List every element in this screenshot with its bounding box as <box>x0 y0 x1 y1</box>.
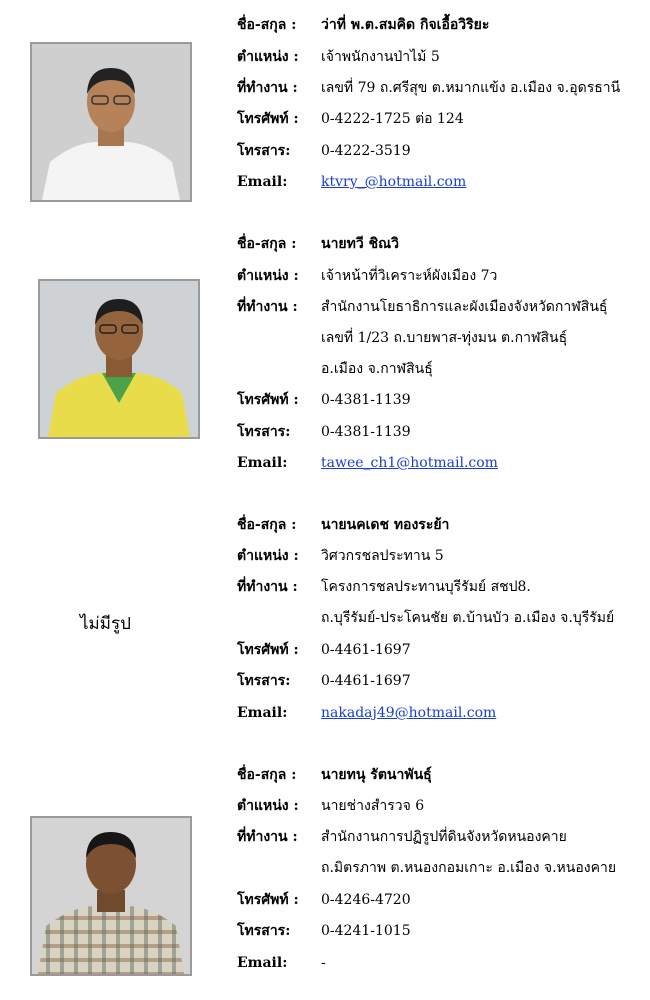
position-label: ตำแหน่ง : <box>237 268 299 284</box>
person-name: นายนคเดช ทองระย้า <box>321 517 450 533</box>
email-link[interactable]: nakadaj49@hotmail.com <box>321 705 497 721</box>
person-position: นายช่างสำรวจ 6 <box>321 798 425 814</box>
fax-label: โทรสาร: <box>237 143 291 159</box>
name-label: ชื่อ-สกุล : <box>237 517 297 533</box>
office-line: เลขที่ 1/23 ถ.บายพาส-ทุ่งมน ต.กาฬสินธุ์ <box>321 330 568 346</box>
email-label: Email: <box>237 955 288 971</box>
person-photo <box>30 42 192 202</box>
office-line: อ.เมือง จ.กาฬสินธุ์ <box>321 361 433 377</box>
office-line: สำนักงานการปฏิรูปที่ดินจังหวัดหนองคาย <box>321 829 567 845</box>
person-photo <box>38 279 200 439</box>
person-silhouette-icon <box>40 281 198 437</box>
email-label: Email: <box>237 705 288 721</box>
fax-label: โทรสาร: <box>237 424 291 440</box>
phone-label: โทรศัพท์ : <box>237 892 299 908</box>
office-line: สำนักงานโยธาธิการและผังเมืองจังหวัดกาฬสินธุ์ <box>321 299 608 315</box>
person-name: ว่าที่ พ.ต.สมคิด กิจเอื้อวิริยะ <box>321 17 490 33</box>
fax-value: 0-4381-1139 <box>321 424 411 440</box>
office-line: ถ.บุรีรัมย์-ประโคนชัย ต.บ้านบัว อ.เมือง จ.บุรีรัมย์ <box>321 610 615 626</box>
office-label: ที่ทำงาน : <box>237 80 298 96</box>
office-line: เลขที่ 79 ถ.ศรีสุข ต.หมากแข้ง อ.เมือง จ.อุดรธานี <box>321 80 621 96</box>
person-name: นายทวี ชิณวิ <box>321 236 399 252</box>
office-line: ถ.มิตรภาพ ต.หนองกอมเกาะ อ.เมือง จ.หนองคาย <box>321 860 617 876</box>
phone-value: 0-4461-1697 <box>321 642 411 658</box>
person-position: เจ้าหน้าที่วิเคราะห์ผังเมือง 7ว <box>321 268 498 284</box>
person-position: เจ้าพนักงานป่าไม้ 5 <box>321 49 440 65</box>
phone-label: โทรศัพท์ : <box>237 111 299 127</box>
office-label: ที่ทำงาน : <box>237 829 298 845</box>
fax-label: โทรสาร: <box>237 923 291 939</box>
email-link[interactable]: ktvry_@hotmail.com <box>321 174 467 190</box>
email-link[interactable]: tawee_ch1@hotmail.com <box>321 455 498 471</box>
office-label: ที่ทำงาน : <box>237 299 298 315</box>
fax-value: 0-4241-1015 <box>321 923 411 939</box>
person-photo <box>30 816 192 976</box>
phone-label: โทรศัพท์ : <box>237 392 299 408</box>
office-label: ที่ทำงาน : <box>237 579 298 595</box>
person-silhouette-icon <box>32 44 190 200</box>
no-photo-text: ไม่มีรูป <box>80 614 131 634</box>
person-silhouette-icon <box>32 818 190 974</box>
phone-value: 0-4222-1725 ต่อ 124 <box>321 111 464 127</box>
person-position: วิศวกรชลประทาน 5 <box>321 548 444 564</box>
phone-value: 0-4246-4720 <box>321 892 411 908</box>
email-value: - <box>321 955 326 971</box>
position-label: ตำแหน่ง : <box>237 49 299 65</box>
position-label: ตำแหน่ง : <box>237 548 299 564</box>
phone-label: โทรศัพท์ : <box>237 642 299 658</box>
person-name: นายทนุ รัตนาพันธุ์ <box>321 767 432 783</box>
fax-value: 0-4461-1697 <box>321 673 411 689</box>
office-line: โครงการชลประทานบุรีรัมย์ สชป8. <box>321 579 531 595</box>
position-label: ตำแหน่ง : <box>237 798 299 814</box>
fax-value: 0-4222-3519 <box>321 143 411 159</box>
name-label: ชื่อ-สกุล : <box>237 17 297 33</box>
name-label: ชื่อ-สกุล : <box>237 236 297 252</box>
fax-label: โทรสาร: <box>237 673 291 689</box>
phone-value: 0-4381-1139 <box>321 392 411 408</box>
email-label: Email: <box>237 174 288 190</box>
name-label: ชื่อ-สกุล : <box>237 767 297 783</box>
email-label: Email: <box>237 455 288 471</box>
